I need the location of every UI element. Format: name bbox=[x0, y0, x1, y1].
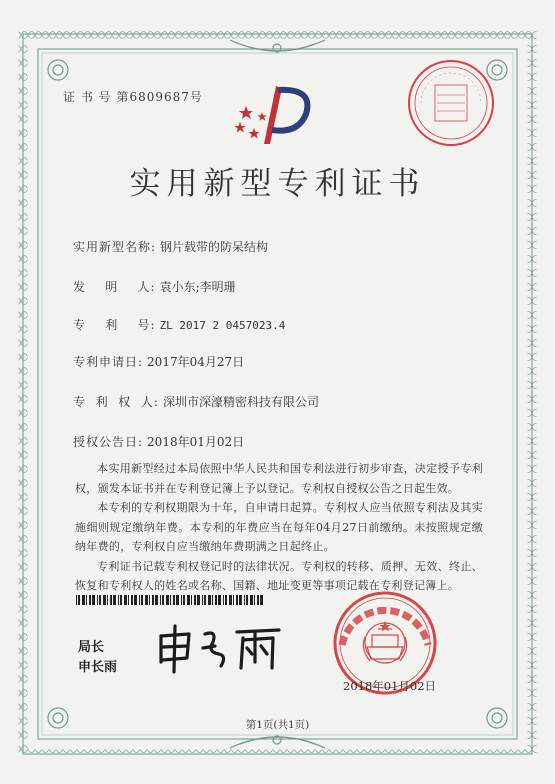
star-icon bbox=[234, 106, 266, 138]
barcode-bar bbox=[113, 595, 116, 605]
barcode-bar bbox=[187, 595, 190, 605]
barcode bbox=[76, 595, 266, 605]
field-utility-model-name bbox=[73, 238, 268, 255]
certificate-body bbox=[75, 459, 483, 596]
barcode-bar bbox=[181, 595, 182, 605]
field-label: 实用新型名称: bbox=[73, 240, 157, 254]
page-indicator: 第1页(共1页) bbox=[245, 719, 310, 731]
barcode-bar bbox=[103, 595, 106, 605]
field-label: 发 明 人: bbox=[73, 280, 156, 294]
field-label: 专 利 权 人: bbox=[73, 395, 159, 409]
field-patent-number bbox=[73, 316, 285, 333]
barcode-bar bbox=[152, 595, 154, 605]
barcode-bar bbox=[236, 595, 238, 605]
barcode-bar bbox=[118, 595, 119, 605]
field-value: 2017年04月27日 bbox=[147, 355, 245, 369]
barcode-bar bbox=[131, 595, 133, 605]
barcode-bar bbox=[260, 595, 263, 605]
barcode-bar bbox=[173, 595, 175, 605]
barcode-bar bbox=[191, 595, 192, 605]
agency-stamp bbox=[405, 57, 497, 149]
barcode-bar bbox=[170, 595, 171, 605]
field-patentee bbox=[73, 393, 319, 410]
certificate-number: 证 书 号 第6809687号 bbox=[63, 90, 203, 104]
barcode-bar bbox=[128, 595, 129, 605]
barcode-bar bbox=[194, 595, 196, 605]
body-paragraph: 专利证书记载专利权登记时的法律状况。专利权的转移、质押、无效、终止、恢复和专利权人的姓名或名称、国籍、地址变更等事项记载在专利登记簿上。 bbox=[75, 559, 483, 592]
barcode-bar bbox=[120, 595, 122, 605]
barcode-bar bbox=[223, 595, 224, 605]
barcode-bar bbox=[244, 595, 245, 605]
barcode-bar bbox=[250, 595, 253, 605]
barcode-bar bbox=[176, 595, 179, 605]
barcode-bar bbox=[110, 595, 112, 605]
barcode-bar bbox=[254, 595, 255, 605]
barcode-bar bbox=[202, 595, 203, 605]
field-application-date bbox=[73, 353, 244, 370]
body-paragraph: 本实用新型经过本局依照中华人民共和国专利法进行初步审查，决定授予专利权，颁发本证书并在专利登记簿上予以登记。专利权自授权公告之日起生效。 bbox=[75, 462, 483, 495]
field-value: 钢片载带的防呆结构 bbox=[160, 240, 269, 254]
barcode-bar bbox=[208, 595, 211, 605]
field-value: 深圳市深濠精密科技有限公司 bbox=[162, 395, 319, 409]
barcode-bar bbox=[82, 595, 85, 605]
field-grant-date bbox=[73, 433, 244, 450]
barcode-bar bbox=[233, 595, 234, 605]
barcode-bar bbox=[166, 595, 169, 605]
barcode-bar bbox=[89, 595, 91, 605]
barcode-bar bbox=[76, 595, 77, 605]
barcode-bar bbox=[162, 595, 164, 605]
barcode-bar bbox=[218, 595, 221, 605]
handwritten-signature bbox=[155, 622, 285, 674]
barcode-bar bbox=[92, 595, 95, 605]
field-label: 授权公告日: bbox=[73, 435, 144, 449]
signer-name: 申长雨 bbox=[78, 660, 118, 675]
barcode-bar bbox=[160, 595, 161, 605]
barcode-bar bbox=[139, 595, 140, 605]
barcode-bar bbox=[97, 595, 98, 605]
field-label: 专 利 号: bbox=[73, 318, 156, 332]
barcode-bar bbox=[197, 595, 200, 605]
barcode-bar bbox=[229, 595, 232, 605]
field-value: 2018年01月02日 bbox=[147, 435, 245, 449]
body-paragraph: 本专利的专利权期限为十年，自申请日起算。专利权人应当依照专利法及其实施细则规定缴纳年费。本专利的年费应当在每年04月27日前缴纳。未按照规定缴纳年费的，专利权自应当缴纳年费期满之日起终止。 bbox=[75, 501, 483, 553]
field-inventor bbox=[73, 278, 236, 295]
certificate-title: 实用新型专利证书 bbox=[129, 166, 426, 202]
barcode-bar bbox=[149, 595, 150, 605]
barcode-bar bbox=[86, 595, 87, 605]
barcode-bar bbox=[257, 595, 259, 605]
signer-title: 局长 bbox=[78, 640, 105, 655]
barcode-bar bbox=[204, 595, 206, 605]
barcode-bar bbox=[239, 595, 242, 605]
barcode-bar bbox=[215, 595, 217, 605]
barcode-bar bbox=[212, 595, 213, 605]
barcode-bar bbox=[99, 595, 101, 605]
seal-date: 2018年01月02日 bbox=[343, 679, 437, 693]
barcode-bar bbox=[141, 595, 143, 605]
barcode-bar bbox=[78, 595, 80, 605]
barcode-bar bbox=[107, 595, 108, 605]
barcode-bar bbox=[183, 595, 185, 605]
field-label: 专利申请日: bbox=[73, 355, 144, 369]
barcode-bar bbox=[246, 595, 248, 605]
field-value: ZL 2017 2 0457023.4 bbox=[159, 319, 286, 332]
barcode-bar bbox=[225, 595, 227, 605]
barcode-bar bbox=[145, 595, 148, 605]
barcode-bar bbox=[124, 595, 127, 605]
field-value: 袁小东;李明珊 bbox=[159, 280, 236, 294]
barcode-bar bbox=[134, 595, 137, 605]
barcode-bar bbox=[155, 595, 158, 605]
patent-office-logo bbox=[232, 82, 312, 150]
